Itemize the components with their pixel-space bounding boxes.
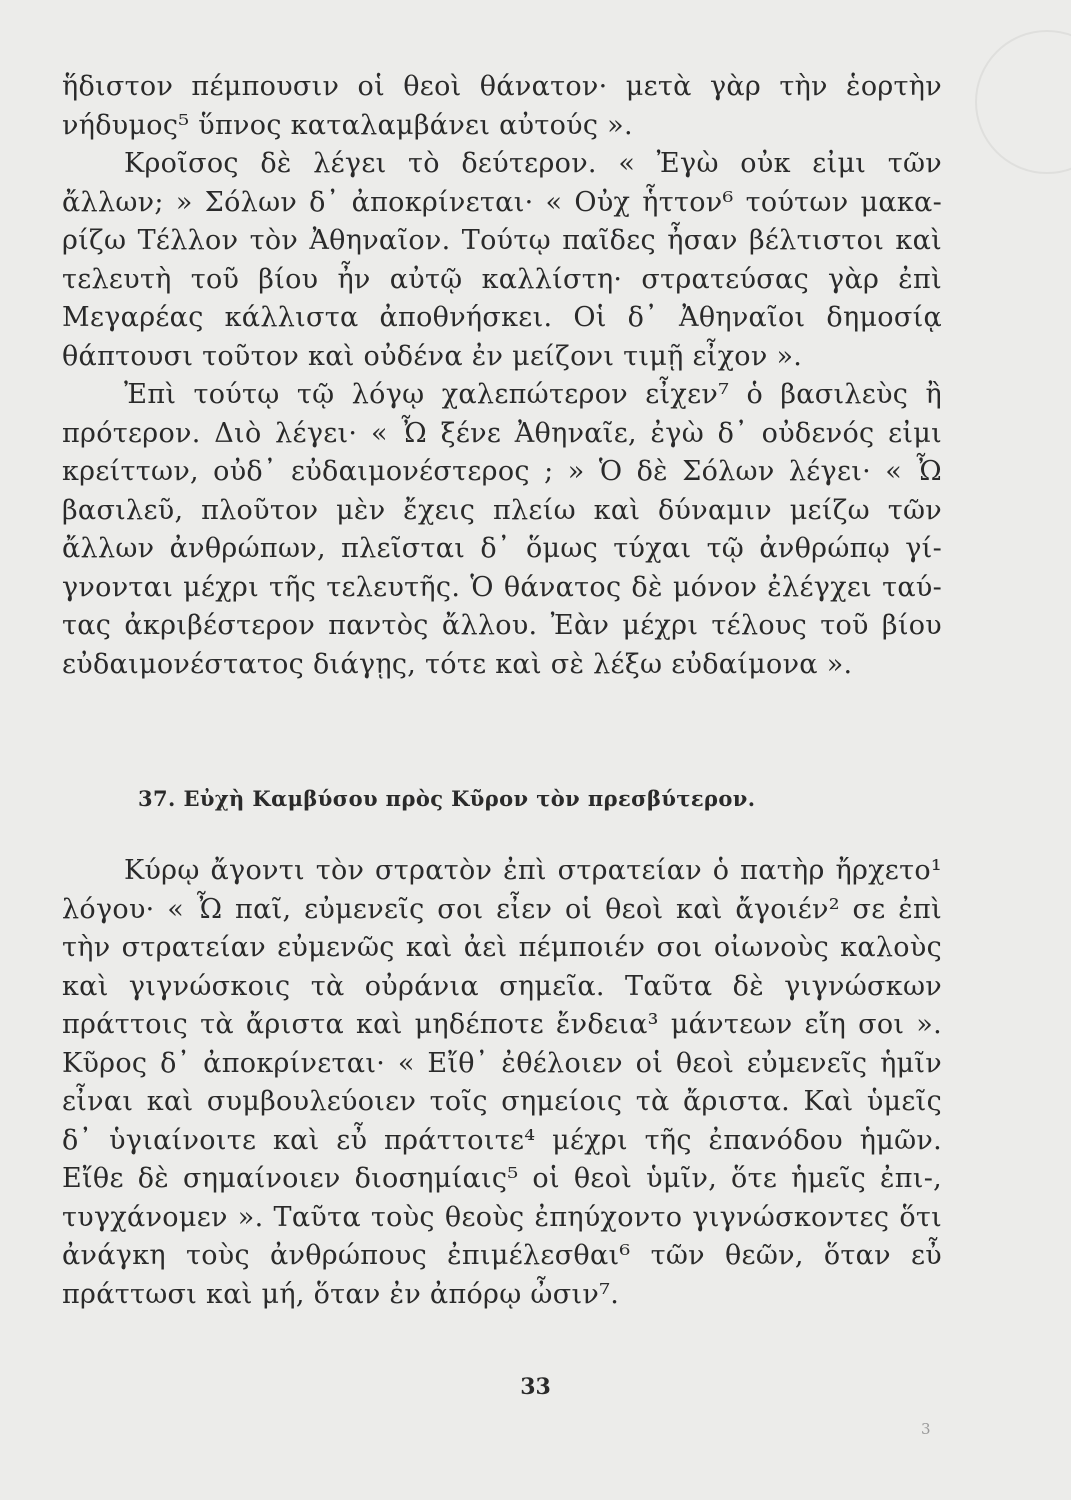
text-line: Ἐπὶ τούτῳ τῷ λόγῳ χαλεπώτερον εἶχεν⁷ ὁ βασιλεὺς ἢ: [124, 379, 942, 410]
text-line: καὶ γιγνώσκοις τὰ οὐράνια σημεῖα. Ταῦτα δὲ γιγνώσκων: [62, 970, 942, 1002]
text-line: θάπτουσι τοῦτον καὶ οὐδένα ἐν μείζονι τιμῇ εἶχον ».: [62, 340, 803, 372]
section-heading: 37. Εὐχὴ Καμβύσου πρὸς Κῦρον τὸν πρεσβύτερον.: [138, 786, 756, 811]
text-line: λόγου· « Ὦ παῖ, εὐμενεῖς σοι εἶεν οἱ θεοὶ καὶ ἄγοιέν² σε ἐπὶ: [62, 893, 942, 925]
text-line: ἀνάγκη τοὺς ἀνθρώπους ἐπιμέλεσθαι⁶ τῶν θεῶν, ὅταν εὖ: [62, 1240, 942, 1271]
text-line: Κροῖσος δὲ λέγει τὸ δεύτερον. « Ἐγὼ οὐκ εἰμι τῶν: [124, 148, 942, 179]
text-line: πρότερον. Διὸ λέγει· « Ὦ ξένε Ἀθηναῖε, ἐγὼ δ᾿ οὐδενός εἰμι: [62, 417, 942, 449]
library-stamp: [975, 30, 1071, 174]
text-line: εὐδαιμονέστατος διάγῃς, τότε καὶ σὲ λέξω εὐδαίμονα ».: [62, 648, 853, 680]
text-line: ἄλλων ἀνθρώπων, πλεῖσται δ᾿ ὅμως τύχαι τῷ ἀνθρώπῳ γί-: [62, 533, 942, 564]
text-line: Κύρῳ ἄγοντι τὸν στρατὸν ἐπὶ στρατείαν ὁ πατὴρ ἤρχετο¹: [124, 855, 942, 886]
text-line: τὴν στρατείαν εὐμενῶς καὶ ἀεὶ πέμποιέν σοι οἰωνοὺς καλοὺς: [62, 932, 942, 963]
text-line: πράττοις τὰ ἄριστα καὶ μηδέποτε ἔνδεια³ μάντεων εἴη σοι ».: [62, 1009, 942, 1040]
text-line: βασιλεῦ, πλοῦτον μὲν ἔχεις πλείω καὶ δύναμιν μείζω τῶν: [62, 494, 942, 526]
text-line: γνονται μέχρι τῆς τελευτῆς. Ὁ θάνατος δὲ μόνον ἐλέγχει ταύ-: [62, 571, 942, 603]
text-line: ρίζω Τέλλον τὸν Ἀθηναῖον. Τούτῳ παῖδες ἦσαν βέλτιστοι καὶ: [62, 225, 942, 256]
text-line: εἶναι καὶ συμβουλεύοιεν τοῖς σημείοις τὰ ἄριστα. Καὶ ὑμεῖς: [62, 1086, 942, 1117]
text-line: Κῦρος δ᾿ ἀποκρίνεται· « Εἴθ᾿ ἐθέλοιεν οἱ θεοὶ εὐμενεῖς ἡμῖν: [62, 1047, 942, 1079]
text-line: ἄλλων; » Σόλων δ᾿ ἀποκρίνεται· « Οὐχ ἧττον⁶ τούτων μακα-: [62, 186, 942, 218]
text-line: νήδυμος⁵ ὕπνος καταλαμβάνει αὐτούς ».: [62, 109, 633, 141]
text-line: τυγχάνομεν ». Ταῦτα τοὺς θεοὺς ἐπηύχοντο γιγνώσκοντες ὅτι: [62, 1201, 942, 1233]
text-block-cambyses-prayer: [62, 852, 942, 1314]
text-line: κρείττων, οὐδ᾿ εὐδαιμονέστερος ; » Ὁ δὲ Σόλων λέγει· « Ὦ: [62, 456, 942, 487]
text-block-solon-croesus: [62, 68, 942, 684]
text-line: Εἴθε δὲ σημαίνοιεν διοσημίαις⁵ οἱ θεοὶ ὑμῖν, ὅτε ἡμεῖς ἐπι-,: [62, 1163, 942, 1194]
corner-mark: 3: [921, 1420, 931, 1438]
text-line: ἥδιστον πέμπουσιν οἱ θεοὶ θάνατον· μετὰ γὰρ τὴν ἑορτὴν: [62, 71, 942, 102]
page-number: 33: [520, 1374, 551, 1400]
text-line: δ᾿ ὑγιαίνοιτε καὶ εὖ πράττοιτε⁴ μέχρι τῆς ἐπανόδου ἡμῶν.: [62, 1124, 942, 1156]
text-line: τελευτὴ τοῦ βίου ἦν αὐτῷ καλλίστη· στρατεύσας γὰρ ἐπὶ: [62, 263, 942, 295]
text-line: τας ἀκριβέστερον παντὸς ἄλλου. Ἐὰν μέχρι τέλους τοῦ βίου: [62, 610, 942, 641]
text-line: Μεγαρέας κάλλιστα ἀποθνήσκει. Οἱ δ᾿ Ἀθηναῖοι δημοσίᾳ: [62, 302, 942, 333]
text-line: πράττωσι καὶ μή, ὅταν ἐν ἀπόρῳ ὦσιν⁷.: [62, 1278, 620, 1310]
